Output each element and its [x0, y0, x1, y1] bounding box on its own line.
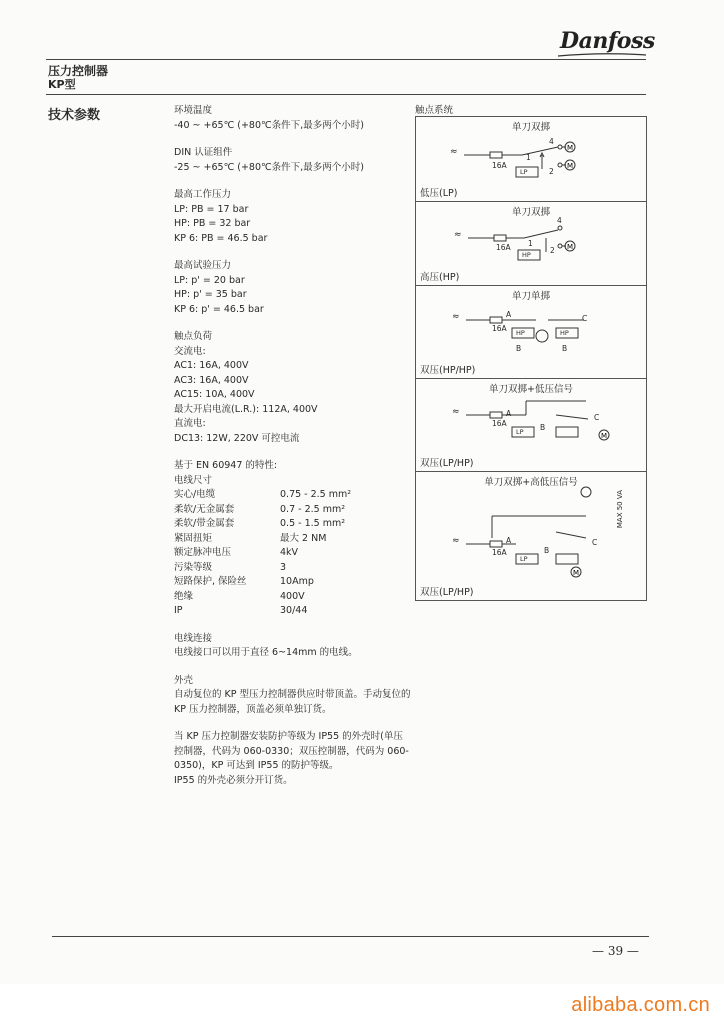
spec-line: LP: p' = 20 bar	[174, 274, 245, 286]
enclosure-paragraph: IP55 的外壳必须分开订货。	[174, 774, 293, 786]
ambient-block	[174, 104, 410, 133]
spec-line: -40 ~ +65℃ (+80℃条件下,最多两个小时)	[174, 119, 364, 131]
terminal-label: C	[594, 413, 600, 422]
header-rule	[46, 59, 646, 60]
enclosure-block	[174, 674, 410, 789]
rating-label: 16A	[492, 419, 507, 428]
spec-line: -25 ~ +65℃ (+80℃条件下,最多两个小时)	[174, 161, 364, 173]
category-subtitle: KP型	[48, 78, 76, 91]
footer-rule	[52, 936, 649, 937]
table-value: 最大 2 NM	[280, 532, 327, 544]
table-value: 0.7 - 2.5 mm²	[280, 503, 346, 515]
contact-diagram-lp	[415, 116, 647, 202]
en60947-table	[174, 488, 410, 619]
spec-line: AC3: 16A, 400V	[174, 374, 249, 386]
wiring-block	[174, 632, 410, 661]
switch-schematic	[416, 472, 646, 600]
spec-line: 直流电:	[174, 418, 206, 429]
bellows-label: HP	[516, 329, 525, 337]
spec-heading: 基于 EN 60947 的特性:	[174, 460, 278, 471]
bellows-label: LP	[516, 428, 524, 436]
ac-symbol: ≈	[450, 147, 458, 157]
diagram-title: 单刀双掷	[511, 207, 550, 218]
svg-text:M: M	[567, 243, 574, 251]
spec-heading: 外壳	[174, 674, 194, 686]
spec-line: 最大开启电流(L.R.): 112A, 400V	[174, 403, 318, 415]
danfoss-logo: Danfoss	[560, 28, 655, 54]
terminal-label: A	[506, 409, 512, 418]
table-key: 柔软/无金属套	[174, 503, 235, 515]
ac-symbol: ≈	[452, 536, 460, 546]
terminal-label: 4	[557, 216, 562, 225]
table-value: 30/44	[280, 605, 308, 616]
table-value: 10Amp	[280, 576, 314, 587]
watermark: alibaba.com.cn	[571, 994, 710, 1016]
spec-heading: 电线连接	[174, 632, 213, 644]
table-value: 400V	[280, 590, 305, 602]
diagram-label: 高压(HP)	[420, 272, 460, 283]
contact-diagram-lp-hp-signal	[415, 378, 647, 472]
table-key: 紧固扭矩	[174, 532, 213, 544]
spec-line: KP 6: p' = 46.5 bar	[174, 303, 264, 315]
category-title: 压力控制器	[48, 64, 109, 78]
spec-heading: 环境温度	[174, 105, 213, 116]
svg-text:M: M	[573, 569, 580, 577]
terminal-label: 1	[528, 239, 533, 248]
table-key: 绝缘	[174, 590, 194, 602]
terminal-label: A	[506, 310, 512, 319]
rating-label: 16A	[492, 324, 507, 333]
diagram-title: 单刀双掷	[511, 122, 550, 133]
ac-symbol: ≈	[452, 407, 460, 417]
logo-underline	[556, 52, 648, 58]
rating-label: 16A	[496, 243, 511, 252]
section-title: 技术参数	[48, 108, 101, 123]
contact-diagram-hp	[415, 201, 647, 286]
terminal-label: A	[506, 536, 512, 545]
table-value: 4kV	[280, 547, 299, 558]
svg-text:M: M	[567, 162, 574, 170]
spec-line: LP: PB = 17 bar	[174, 203, 249, 215]
spec-subheading: 电线尺寸	[174, 474, 213, 486]
terminal-label: B	[540, 423, 546, 432]
spec-line: AC15: 10A, 400V	[174, 389, 255, 400]
max-working-pressure-block	[174, 188, 410, 246]
table-key: 柔软/带金属套	[174, 518, 235, 529]
ac-symbol: ≈	[452, 312, 460, 322]
diagram-label: 双压(LP/HP)	[420, 458, 474, 469]
signal-rating-label: MAX 50 VA	[616, 490, 624, 529]
terminal-label: 2	[550, 246, 555, 255]
contact-diagram-lp-hp-dual-signal	[415, 471, 647, 601]
spec-heading: 最高工作压力	[174, 189, 232, 200]
page-number: — 39 —	[592, 944, 639, 958]
spec-heading: 最高试验压力	[174, 260, 232, 271]
terminal-label: C	[592, 538, 598, 547]
contact-diagram-hp-hp	[415, 285, 647, 379]
spec-line: HP: p' = 35 bar	[174, 289, 247, 300]
diagram-label: 低压(LP)	[420, 188, 458, 199]
terminal-label: 4	[549, 137, 554, 146]
enclosure-paragraph: 当 KP 压力控制器安装防护等级为 IP55 的外壳时(单压控制器，代码为 060-0330；双压控制器，代码为 060-0350)，KP 可达到 IP55 的防护等级。	[174, 731, 409, 771]
svg-text:M: M	[567, 144, 574, 152]
bellows-label: LP	[520, 168, 528, 176]
spec-column	[174, 104, 410, 801]
terminal-label: B	[516, 344, 522, 353]
spec-heading: DIN 认证组件	[174, 147, 233, 158]
contact-load-block	[174, 330, 410, 446]
table-key: 污染等级	[174, 561, 213, 573]
diagram-label: 双压(HP/HP)	[420, 365, 476, 376]
rating-label: 16A	[492, 548, 507, 557]
diagram-label: 双压(LP/HP)	[420, 587, 474, 598]
spec-line: DC13: 12W, 220V 可控电流	[174, 432, 300, 444]
bellows-label: LP	[520, 555, 528, 563]
bellows-label: HP	[560, 329, 569, 337]
table-value: 0.5 - 1.5 mm²	[280, 518, 346, 529]
ac-symbol: ≈	[454, 230, 462, 240]
table-key: 实心/电缆	[174, 489, 216, 500]
terminal-label: 2	[549, 167, 554, 176]
svg-text:M: M	[601, 432, 608, 440]
spec-line: AC1: 16A, 400V	[174, 360, 249, 371]
contact-system-label: 触点系统	[415, 105, 454, 116]
spec-line: 交流电:	[174, 345, 206, 357]
terminal-label: C	[582, 314, 588, 323]
spec-line: HP: PB = 32 bar	[174, 218, 251, 229]
max-test-pressure-block	[174, 259, 410, 317]
table-key: 额定脉冲电压	[174, 547, 232, 558]
terminal-label: B	[562, 344, 568, 353]
terminal-label: B	[544, 546, 550, 555]
category-rule	[46, 94, 646, 95]
bellows-label: HP	[522, 251, 531, 259]
rating-label: 16A	[492, 161, 507, 170]
enclosure-paragraph: 自动复位的 KP 型压力控制器供应时带顶盖。手动复位的 KP 压力控制器，顶盖必须单独订货。	[174, 689, 411, 715]
diagram-title: 单刀双掷+低压信号	[489, 384, 573, 395]
en60947-block	[174, 459, 410, 619]
spec-line: KP 6: PB = 46.5 bar	[174, 232, 268, 244]
table-key: 短路保护, 保险丝	[174, 576, 247, 587]
diagram-title: 单刀双掷+高低压信号	[484, 477, 578, 488]
din-block	[174, 146, 410, 175]
terminal-label: 1	[526, 153, 531, 162]
diagram-title: 单刀单掷	[511, 291, 550, 302]
spec-line: 电线接口可以用于直径 6~14mm 的电线。	[174, 647, 358, 658]
table-key: IP	[174, 605, 183, 616]
table-value: 0.75 - 2.5 mm²	[280, 489, 352, 500]
spec-heading: 触点负荷	[174, 331, 213, 342]
table-value: 3	[280, 561, 287, 573]
